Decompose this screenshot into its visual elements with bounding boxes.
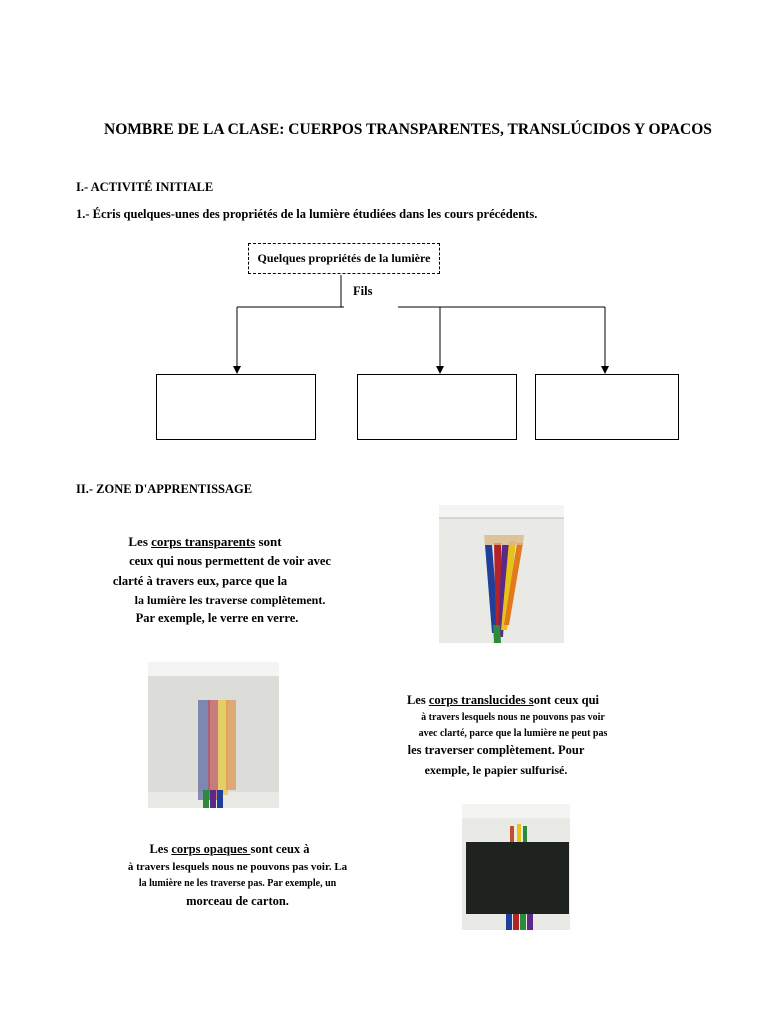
transparent-description — [100, 532, 360, 629]
answer-box-3[interactable] — [535, 374, 679, 440]
opaque-line-3: la lumière ne les traverse pas. Par exemple, un — [138, 878, 337, 890]
tree-branch-label: Fils — [353, 284, 373, 298]
transparent-pencils-image — [439, 505, 564, 643]
transparent-line-2: ceux qui nous permettent de voir avec — [129, 554, 331, 569]
translucent-line-4: les traverser complètement. Pour — [407, 743, 585, 758]
transparent-prefix: Les — [128, 534, 152, 549]
opaque-pencil-tips-top — [510, 824, 527, 844]
translucent-line-5: exemple, le papier sulfurisé. — [424, 762, 568, 777]
translucent-term: corps translucides s — [428, 693, 534, 707]
pencil-green — [493, 625, 501, 643]
blur-red — [208, 700, 218, 800]
tree-root-box: Quelques propriétés de la lumière — [248, 243, 440, 274]
bottom-blue — [506, 914, 512, 930]
transparent-line-5: Par exemple, le verre en verre. — [135, 611, 299, 626]
translucent-description — [388, 691, 638, 779]
tip-green — [203, 790, 209, 808]
translucent-page-header — [148, 662, 279, 676]
translucent-line-3: avec clarté, parce que la lumière ne peut pas — [418, 727, 608, 739]
opaque-pencils-bottom — [506, 914, 533, 930]
top-tip-2 — [517, 824, 521, 844]
question-1: 1.- Écris quelques-unes des propriétés de la lumière étudiées dans les cours précédents. — [76, 207, 538, 221]
opaque-prefix: Les — [149, 842, 172, 856]
translucent-pencils-blurred — [198, 700, 236, 800]
answer-box-2[interactable] — [357, 374, 517, 440]
transparent-line-4: la lumière les traverse complètement. — [134, 592, 326, 607]
blur-orange — [226, 700, 236, 790]
section-1-heading: I.- ACTIVITÉ INITIALE — [76, 180, 214, 194]
opaque-pencils-image — [462, 804, 570, 930]
transparent-line-3: clarté à travers eux, parce que la — [112, 573, 288, 588]
transparent-term: corps transparents — [151, 534, 256, 549]
translucent-prefix: Les — [406, 693, 429, 707]
opaque-line-2: à travers lesquels nous ne pouvons pas voir. La — [127, 861, 348, 874]
opaque-suffix: sont ceux à — [250, 842, 310, 856]
transparent-pencils — [484, 535, 524, 643]
opaque-line-4: morceau de carton. — [186, 893, 289, 908]
bottom-purple — [527, 914, 533, 930]
opaque-term: corps opaques — [171, 842, 251, 856]
transparent-suffix: sont — [255, 534, 282, 549]
opaque-black-card — [466, 842, 569, 914]
opaque-page-header — [462, 804, 570, 818]
page-title: NOMBRE DE LA CLASE: CUERPOS TRANSPARENTES, TRANSLÚCIDOS Y OPACOS — [104, 121, 712, 138]
tip-purple — [210, 790, 216, 808]
section-2-heading: II.- ZONE D'APPRENTISSAGE — [76, 482, 253, 496]
translucent-pencils-image — [148, 662, 279, 808]
translucent-pencils-visible — [203, 790, 223, 808]
top-tip-1 — [510, 826, 514, 844]
tip-blue — [217, 790, 223, 808]
translucent-suffix: ont ceux qui — [533, 693, 600, 707]
top-tip-3 — [523, 826, 527, 844]
pencil-tips — [484, 535, 524, 545]
opaque-description — [100, 840, 375, 911]
bottom-green — [520, 914, 526, 930]
translucent-line-2: à travers lesquels nous ne pouvons pas voir — [421, 712, 605, 724]
bottom-red — [513, 914, 519, 930]
transparent-page-header — [439, 505, 564, 518]
answer-box-1[interactable] — [156, 374, 316, 440]
